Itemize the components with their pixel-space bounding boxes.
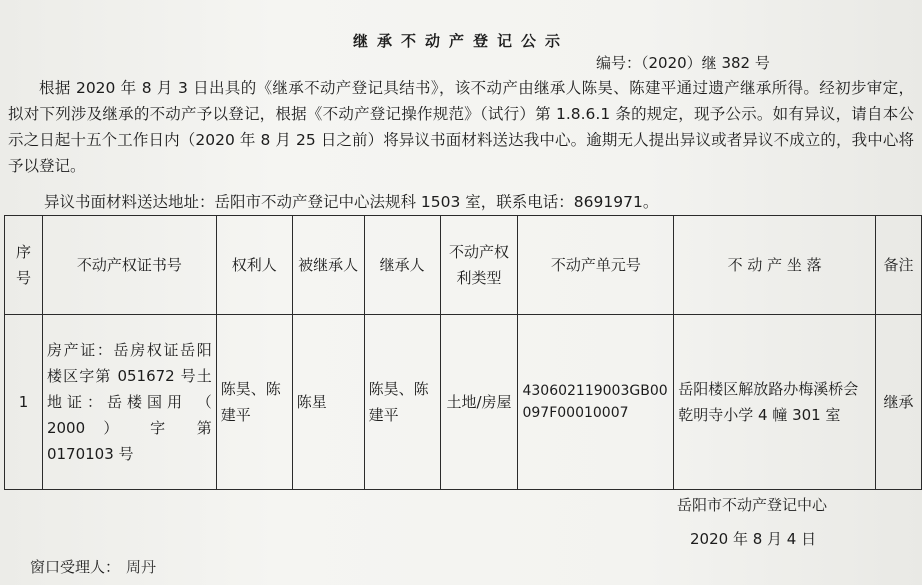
cell-unit-no: 430602119003GB00097F00010007 [518,315,674,490]
cell-remark: 继承 [875,315,921,490]
window-handler [30,556,156,577]
doc-number: 编号：（2020）继 382 号 [596,54,770,72]
issue-date: 2020 年 8 月 4 日 [690,530,817,548]
header-right-type: 不动产权利类型 [440,216,518,315]
handler-name: 周丹 [126,558,157,576]
cell-right-type: 土地/房屋 [440,315,518,490]
table-header-row [5,216,922,315]
issuer: 岳阳市不动产登记中心 [677,496,828,514]
header-unit-no: 不动产单元号 [518,216,674,315]
cell-cert-no: 房产证：岳房权证岳阳楼区字第 051672 号土地证：岳楼国用 （ 2000 ） 字 第 0170103 号 [42,315,216,490]
header-seq: 序号 [5,216,43,315]
header-obligee: 权利人 [216,216,292,315]
cell-location: 岳阳楼区解放路办梅溪桥会乾明寺小学 4 幢 301 室 [674,315,876,490]
objection-address: 异议书面材料送达地址：岳阳市不动产登记中心法规科 1503 室，联系电话：8691971。 [44,193,659,211]
header-location: 不 动 产 坐 落 [674,216,876,315]
header-heir: 继承人 [364,216,440,315]
header-remark: 备注 [875,216,921,315]
notice-paragraph: 根据 2020 年 8 月 3 日出具的《继承不动产登记具结书》，该不动产由继承人陈昊、陈建平通过遗产继承所得。经初步审定， 拟对下列涉及继承的不动产予以登记，根据《不动产登记操作规范》（试行）第 1.8.6.1 条的规定，现予公示。如有异议，请自本公示之日起十五个工作日内（2020 年 8 月 25 日之前）将异议书面材料送达我中心。逾期无人提出异议或者异议不成立的，我中心将予以登记。 [8,79,914,175]
cell-seq: 1 [5,315,43,490]
table-row [5,315,922,490]
cell-decedent: 陈星 [292,315,364,490]
header-decedent: 被继承人 [292,216,364,315]
registration-table [4,215,922,490]
handler-label: 窗口受理人： [30,558,121,576]
cell-heir: 陈昊、陈建平 [364,315,440,490]
cell-obligee: 陈昊、陈建平 [216,315,292,490]
notice-title: 继承不动产登记公示 [352,32,569,50]
header-cert-no: 不动产权证书号 [42,216,216,315]
